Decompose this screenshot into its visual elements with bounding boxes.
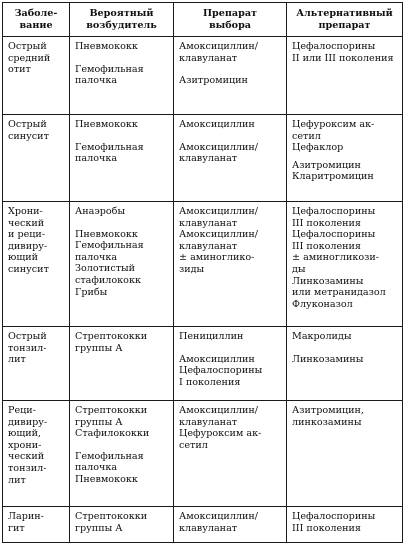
cell-line: Амоксициллин <box>179 353 255 365</box>
cell-disease <box>3 507 70 543</box>
cell-line: и реци- <box>8 229 46 241</box>
cell-line: Реци- <box>8 405 36 416</box>
cell-line: Амоксициллин/ <box>179 206 259 217</box>
cell-line: Пневмококк <box>75 119 138 130</box>
cell-line: III поколения <box>292 240 361 252</box>
cell-line: ± аминогликози- <box>292 252 379 264</box>
cell-alternative-drug <box>287 401 403 507</box>
cell-line: Цефаклор <box>292 142 344 154</box>
cell-pathogen <box>70 115 174 202</box>
header-pathogen <box>70 3 174 37</box>
cell-disease <box>3 37 70 115</box>
cell-line: ющий <box>8 252 39 264</box>
cell-line: Острый <box>8 119 47 130</box>
cell-line: клавуланат <box>179 153 238 165</box>
cell-line: клавуланат <box>179 416 238 428</box>
cell-line: Линкозамины <box>292 353 364 365</box>
cell-alternative-drug <box>287 115 403 202</box>
cell-line: Цефалоспорины <box>292 41 376 52</box>
cell-alternative-drug <box>287 202 403 327</box>
cell-line: II или III поколения <box>292 52 394 64</box>
cell-line: лит <box>8 354 26 366</box>
cell-line: Цефалоспорины <box>292 229 376 241</box>
table-row <box>3 507 403 543</box>
cell-line: Амоксициллин/ <box>179 41 259 52</box>
line-gap <box>179 343 283 354</box>
header-alternative-drug <box>287 3 403 37</box>
cell-line: Гемофильная <box>75 63 144 75</box>
cell-line: Пневмококк <box>75 41 138 52</box>
cell-line: Азитромицин, <box>292 405 364 416</box>
header-row <box>3 3 403 37</box>
header-line: Препарат <box>203 7 257 19</box>
cell-line: группы А <box>75 522 123 534</box>
cell-line: III поколения <box>292 217 361 229</box>
cell-line: палочка <box>75 75 118 87</box>
table-row <box>3 327 403 401</box>
line-gap <box>75 53 170 64</box>
cell-line: группы А <box>75 416 123 428</box>
cell-line: Гемофильная <box>75 141 144 153</box>
cell-line: Макролиды <box>292 331 352 342</box>
table-row <box>3 202 403 327</box>
cell-line: лит <box>8 474 26 486</box>
table-header <box>3 3 403 37</box>
cell-line: ющий, <box>8 428 42 440</box>
cell-line: группы А <box>75 342 123 354</box>
cell-line: тонзил- <box>8 462 47 474</box>
cell-pathogen <box>70 401 174 507</box>
line-gap <box>292 343 399 354</box>
cell-line: Амоксициллин <box>179 119 255 130</box>
cell-line: Линкозамины <box>292 275 364 287</box>
cell-disease <box>3 401 70 507</box>
cell-line: Цефалоспорины <box>292 206 376 217</box>
cell-line: Цефалоспорины <box>179 365 263 377</box>
cell-line: сетил <box>179 439 208 451</box>
cell-alternative-drug <box>287 507 403 543</box>
cell-line: Цефалоспорины <box>292 511 376 522</box>
cell-line: гит <box>8 522 25 534</box>
header-drug-of-choice <box>174 3 287 37</box>
cell-drug-of-choice <box>174 401 287 507</box>
cell-line: хрони- <box>8 439 42 451</box>
cell-pathogen <box>70 202 174 327</box>
cell-line: линкозамины <box>292 416 362 428</box>
cell-line: Цефуроксим ак- <box>292 119 375 130</box>
cell-line: Острый <box>8 41 47 52</box>
cell-line: дивиру- <box>8 416 48 428</box>
cell-line: Ларин- <box>8 511 44 522</box>
table-row <box>3 37 403 115</box>
cell-line: ± аминоглико- <box>179 252 255 264</box>
line-gap <box>75 218 170 229</box>
cell-line: Грибы <box>75 286 108 298</box>
cell-alternative-drug <box>287 37 403 115</box>
cell-line: Пневмококк <box>75 473 138 485</box>
cell-disease <box>3 327 70 401</box>
cell-line: Амоксициллин/ <box>179 405 259 416</box>
cell-line: сетил <box>292 130 321 142</box>
antibiotic-table <box>2 2 403 543</box>
header-line: Альтернативный <box>296 7 393 19</box>
cell-line: Азитромицин <box>179 75 248 87</box>
table-row <box>3 401 403 507</box>
cell-line: Стрептококки <box>75 511 148 522</box>
cell-line: отит <box>8 64 31 76</box>
header-line: выбора <box>208 19 251 31</box>
cell-line: стафилококк <box>75 274 141 286</box>
cell-line: клавуланат <box>179 52 238 64</box>
cell-drug-of-choice <box>174 202 287 327</box>
cell-line: палочка <box>75 462 118 474</box>
line-gap <box>179 131 283 142</box>
cell-line: ческий <box>8 451 45 463</box>
cell-disease <box>3 115 70 202</box>
cell-pathogen <box>70 327 174 401</box>
cell-drug-of-choice <box>174 327 287 401</box>
table-body <box>3 37 403 543</box>
cell-line: зиды <box>179 263 205 275</box>
cell-line: Острый <box>8 331 47 342</box>
cell-line: синусит <box>8 263 49 275</box>
cell-drug-of-choice <box>174 37 287 115</box>
cell-line: Хрони- <box>8 206 43 217</box>
cell-line: Амоксициллин/ <box>179 141 259 153</box>
cell-line: ческий <box>8 217 45 229</box>
header-disease <box>3 3 70 37</box>
cell-line: Пневмококк <box>75 228 138 240</box>
cell-line: Золотистый <box>75 263 136 275</box>
cell-line: синусит <box>8 130 49 142</box>
cell-line: Стрептококки <box>75 331 148 342</box>
cell-line: палочка <box>75 153 118 165</box>
header-line: вание <box>19 19 53 31</box>
line-gap <box>75 440 170 451</box>
cell-line: Гемофильная <box>75 240 144 252</box>
cell-line: средний <box>8 52 51 64</box>
line-gap <box>179 64 283 75</box>
cell-drug-of-choice <box>174 507 287 543</box>
cell-disease <box>3 202 70 327</box>
cell-line: или метранидазол <box>292 287 386 299</box>
cell-line: Амоксициллин/ <box>179 229 259 241</box>
cell-line: Анаэробы <box>75 206 126 217</box>
header-line: Заболе- <box>14 7 58 19</box>
cell-line: Амоксициллин/ <box>179 511 259 522</box>
cell-line: палочка <box>75 251 118 263</box>
header-line: препарат <box>318 19 371 31</box>
cell-drug-of-choice <box>174 115 287 202</box>
cell-line: тонзил- <box>8 342 47 354</box>
cell-line: дивиру- <box>8 240 48 252</box>
cell-alternative-drug <box>287 327 403 401</box>
table-row <box>3 115 403 202</box>
cell-line: Стафилококки <box>75 428 150 440</box>
cell-line: Кларитромицин <box>292 171 374 183</box>
cell-pathogen <box>70 507 174 543</box>
cell-line: Пенициллин <box>179 331 244 342</box>
header-line: Вероятный <box>89 7 154 19</box>
cell-line: Цефуроксим ак- <box>179 428 262 440</box>
cell-line: I поколения <box>179 376 241 388</box>
header-line: возбудитель <box>86 19 157 31</box>
cell-line: клавуланат <box>179 217 238 229</box>
cell-pathogen <box>70 37 174 115</box>
cell-line: III поколения <box>292 522 361 534</box>
line-gap <box>75 131 170 142</box>
cell-line: Азитромицин <box>292 159 361 171</box>
cell-line: Стрептококки <box>75 405 148 416</box>
cell-line: Гемофильная <box>75 450 144 462</box>
cell-line: клавуланат <box>179 522 238 534</box>
cell-line: клавуланат <box>179 240 238 252</box>
cell-line: ды <box>292 263 306 275</box>
cell-line: Флуконазол <box>292 298 353 310</box>
